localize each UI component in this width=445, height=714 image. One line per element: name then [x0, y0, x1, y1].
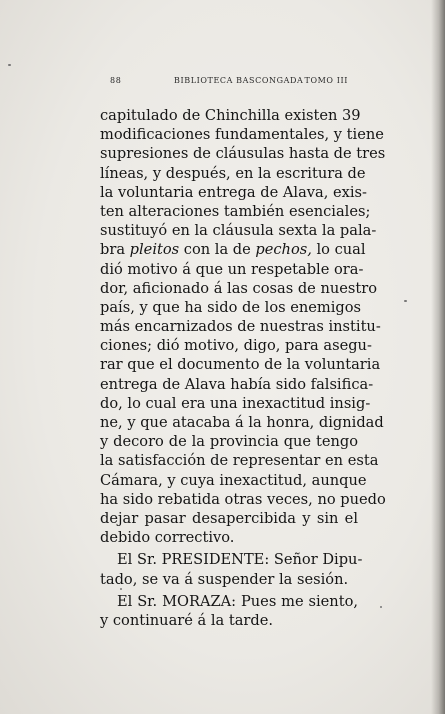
- text-line: sustituyó en la cláusula sexta la pala-: [100, 222, 377, 240]
- text-line-mixed: [100, 240, 366, 259]
- paper-speck: [380, 606, 382, 608]
- text-line: capitulado de Chinchilla existen 39: [100, 107, 361, 124]
- text-line: ciones; dió motivo, digo, para asegu-: [100, 337, 372, 355]
- text-line: dejar pasar desapercibida y sin el: [100, 509, 358, 527]
- text-segment: bra: [100, 241, 126, 259]
- text-line: entrega de Alava había sido falsifica-: [100, 375, 374, 393]
- text-line: modificaciones fundamentales, y tiene: [100, 126, 384, 144]
- page-shadow-edge: [431, 0, 445, 714]
- text-segment: con la de: [183, 241, 251, 259]
- italic-word: pleitos: [129, 241, 180, 259]
- italic-word: pechos,: [255, 241, 312, 259]
- text-line: y continuaré á la tarde.: [100, 611, 274, 629]
- text-line: líneas, y después, en la escritura de: [100, 164, 366, 182]
- text-line: la voluntaria entrega de Alava, exis-: [100, 183, 367, 201]
- text-line: dió motivo á que un respetable ora-: [100, 260, 364, 278]
- text-line: debido correctivo.: [100, 529, 235, 547]
- text-segment: lo cual: [316, 241, 366, 259]
- running-header: [110, 76, 348, 90]
- speaker-line: El Sr. MORAZA: Pues me siento,: [117, 592, 358, 610]
- text-line: dor, aficionado á las cosas de nuestro: [100, 279, 377, 297]
- page-number: 88: [110, 76, 122, 85]
- text-line: y decoro de la provincia que tengo: [100, 433, 358, 451]
- text-line: tado, se va á suspender la sesión.: [100, 570, 349, 588]
- text-line: ha sido rebatida otras veces, no puedo: [100, 490, 386, 508]
- text-line: Cámara, y cuya inexactitud, aunque: [100, 471, 367, 489]
- paper-speck: [8, 64, 11, 66]
- text-line: país, y que ha sido de los enemigos: [100, 298, 362, 316]
- text-line: rar que el documento de la voluntaria: [100, 356, 381, 374]
- text-line: do, lo cual era una inexactitud insig-: [100, 394, 371, 412]
- body-text: [100, 106, 386, 630]
- text-line: ne, y que atacaba á la honra, dignidad: [100, 414, 384, 431]
- book-title: BIBLIOTECA BASCONGADA: [174, 76, 304, 85]
- text-line: la satisfacción de representar en esta: [100, 452, 379, 470]
- text-line: más encarnizados de nuestras institu-: [100, 318, 381, 336]
- speaker-line: El Sr. PRESIDENTE: Señor Dipu-: [117, 551, 363, 569]
- paper-speck: [404, 300, 407, 302]
- volume-label: TOMO III: [304, 76, 348, 85]
- text-line: supresiones de cláusulas hasta de tres: [100, 145, 386, 163]
- text-line: ten alteraciones también esenciales;: [100, 202, 371, 220]
